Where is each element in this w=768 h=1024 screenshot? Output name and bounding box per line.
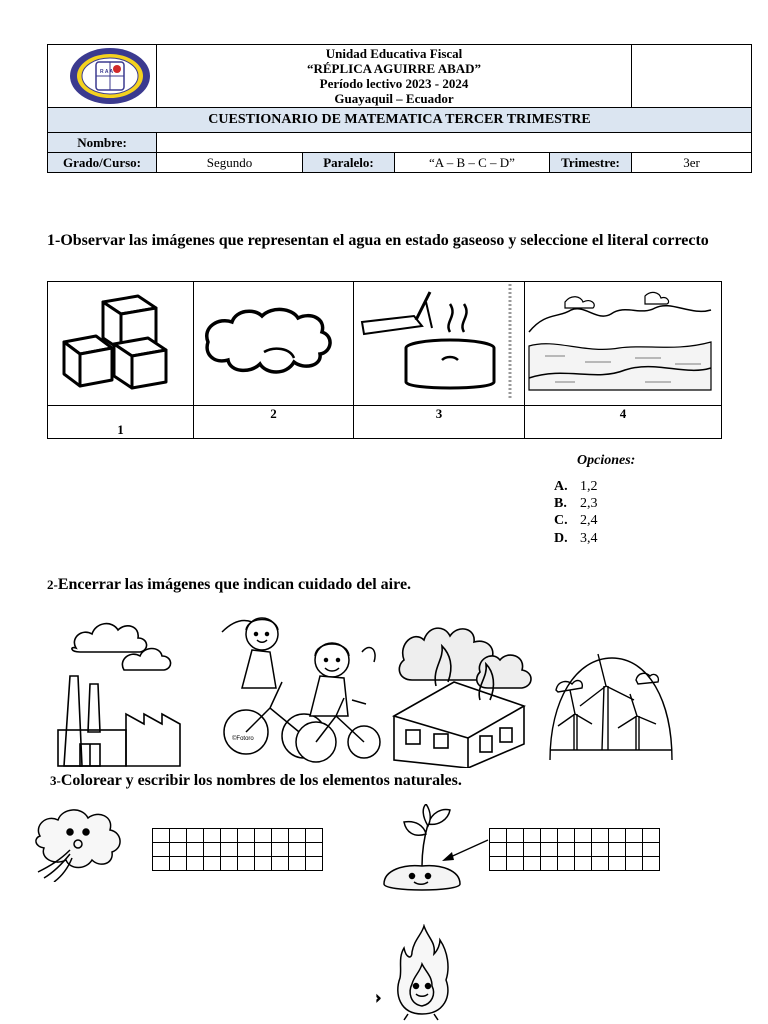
- option-a-letter: A.: [554, 479, 568, 494]
- answer-grid-1[interactable]: [152, 828, 323, 871]
- school-info: [157, 45, 632, 108]
- exam-title: CUESTIONARIO DE MATEMATICA TERCER TRIMESTRE: [48, 108, 752, 133]
- option-c-value: 2,4: [580, 513, 598, 528]
- fire-character-image: [374, 924, 470, 1022]
- option-d[interactable]: [554, 531, 598, 547]
- option-b-value: 2,3: [580, 496, 598, 511]
- q2-number: 2-: [47, 577, 58, 592]
- q1-cell-3: [354, 282, 525, 406]
- logo-cell: [48, 45, 157, 108]
- school-city: Guayaquil – Ecuador: [334, 91, 454, 106]
- school-logo: [48, 45, 156, 107]
- river-landscape-image: [525, 282, 715, 400]
- q3-prompt: [50, 772, 462, 790]
- q1-prompt: 1-Observar las imágenes que representan el agua en estado gaseoso y seleccione el literal correcto: [47, 232, 709, 249]
- answer-grid-2[interactable]: [489, 828, 660, 871]
- boiling-pot-image: [354, 282, 519, 400]
- option-d-value: 3,4: [580, 531, 598, 546]
- trimestre-label: Trimestre:: [550, 153, 632, 173]
- school-period: Período lectivo 2023 - 2024: [319, 76, 469, 91]
- q1-label-2: 2: [194, 406, 354, 439]
- q2-prompt: [47, 576, 411, 594]
- option-c[interactable]: [554, 513, 598, 529]
- school-type: Unidad Educativa Fiscal: [325, 46, 463, 61]
- svg-text:©Fotoro: ©Fotoro: [232, 736, 254, 742]
- grado-label: Grado/Curso:: [48, 153, 157, 173]
- logo-letters: R A A: [100, 69, 114, 75]
- school-name: “RÉPLICA AGUIRRE ABAD”: [306, 61, 482, 76]
- paralelo-label: Paralelo:: [303, 153, 395, 173]
- header-table: [47, 44, 752, 173]
- options-title: Opciones:: [577, 453, 636, 468]
- wind-character-image: [30, 806, 132, 882]
- option-c-letter: C.: [554, 513, 568, 528]
- trimestre-value: 3er: [632, 153, 752, 173]
- svg-text:›: ›: [376, 991, 381, 1005]
- q1-label-1: 1: [48, 406, 194, 439]
- option-d-letter: D.: [554, 531, 568, 546]
- q2-text: Encerrar las imágenes que indican cuidado del aire.: [57, 576, 412, 593]
- option-b-letter: B.: [554, 496, 567, 511]
- nombre-label: Nombre:: [48, 133, 157, 153]
- burning-house-image[interactable]: [384, 620, 544, 768]
- option-a[interactable]: [554, 479, 598, 495]
- cloud-image: [194, 282, 348, 400]
- ice-cubes-image: [48, 282, 188, 400]
- nombre-field[interactable]: [157, 133, 752, 153]
- q1-label-4: 4: [525, 406, 722, 439]
- wind-turbines-image[interactable]: [546, 650, 676, 762]
- option-a-value: 1,2: [580, 479, 598, 494]
- arrow-icon: [440, 838, 490, 864]
- header-empty-cell: [632, 45, 752, 108]
- option-b[interactable]: [554, 496, 598, 512]
- paralelo-value: “A – B – C – D”: [395, 153, 550, 173]
- q1-label-3: 3: [354, 406, 525, 439]
- q1-image-table: [47, 281, 722, 439]
- q1-cell-4: [525, 282, 722, 406]
- q1-cell-2: [194, 282, 354, 406]
- q3-text: Colorear y escribir los nombres de los elementos naturales.: [60, 772, 462, 789]
- grado-value: Segundo: [157, 153, 303, 173]
- q1-cell-1: [48, 282, 194, 406]
- q3-number: 3-: [50, 773, 61, 788]
- factory-image[interactable]: [52, 610, 184, 768]
- children-cycling-image[interactable]: [212, 612, 382, 768]
